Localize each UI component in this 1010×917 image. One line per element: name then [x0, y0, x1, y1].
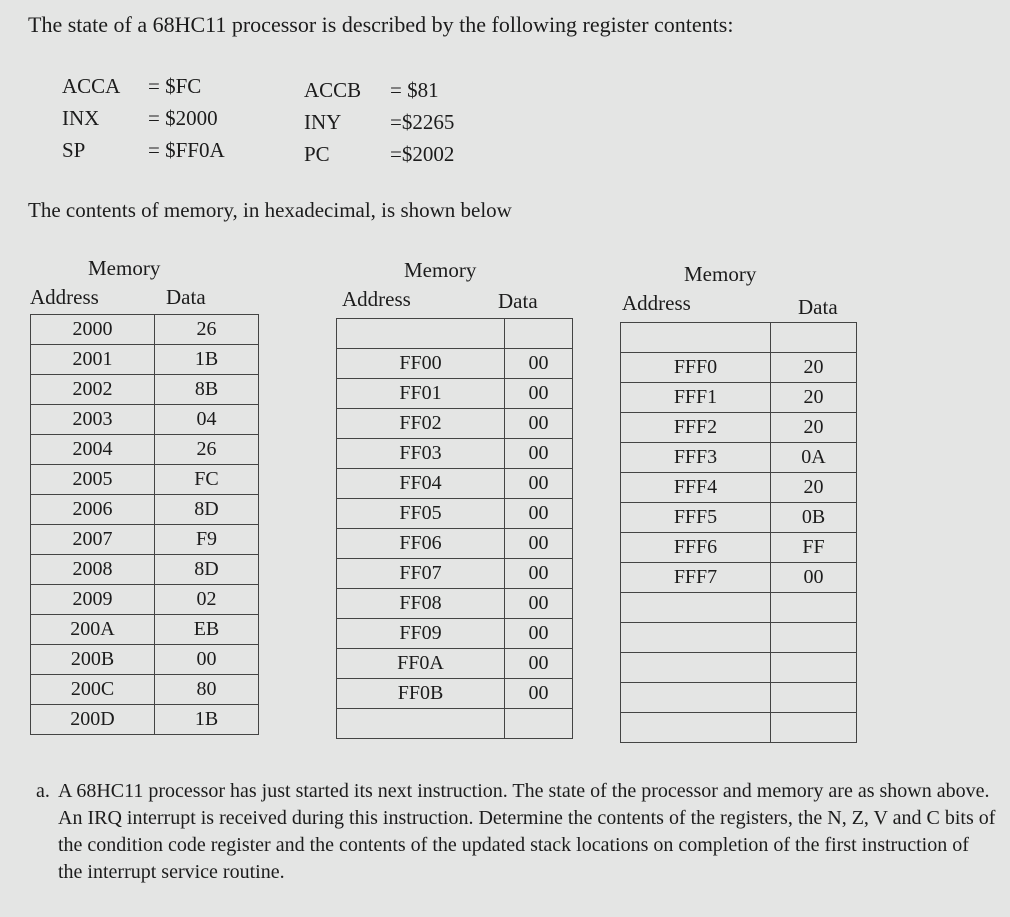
data-cell: [771, 683, 857, 713]
address-cell: FF08: [337, 589, 505, 619]
memory-table-2: [336, 318, 573, 739]
address-cell: FF05: [337, 499, 505, 529]
table-row: [337, 529, 573, 559]
table-row: [31, 315, 259, 345]
register-value: = $81: [390, 78, 439, 102]
address-cell: FFF0: [621, 353, 771, 383]
register-accb: [304, 78, 439, 103]
register-value: =$2265: [390, 110, 455, 134]
memory-intro: The contents of memory, in hexadecimal, is shown below: [28, 198, 512, 222]
table-row: [621, 713, 857, 743]
address-cell: 200A: [31, 615, 155, 645]
table-row: [31, 645, 259, 675]
register-name: PC: [304, 142, 330, 166]
register-value: =$2002: [390, 142, 455, 166]
table-row: [621, 323, 857, 353]
data-cell: [505, 709, 573, 739]
table-row: [621, 623, 857, 653]
table1-address-label: Address: [30, 285, 99, 309]
address-cell: 2007: [31, 525, 155, 555]
data-cell: 00: [505, 589, 573, 619]
table-row: [621, 683, 857, 713]
data-cell: 02: [155, 585, 259, 615]
table-row: [337, 589, 573, 619]
table-row: [621, 653, 857, 683]
table-row: [337, 409, 573, 439]
data-cell: 20: [771, 413, 857, 443]
address-cell: FF09: [337, 619, 505, 649]
address-cell: FFF3: [621, 443, 771, 473]
table-row: [337, 559, 573, 589]
address-cell: FF0B: [337, 679, 505, 709]
memory-table-3: [620, 322, 857, 743]
table-row: [621, 383, 857, 413]
table-row: [31, 495, 259, 525]
data-cell: 8D: [155, 495, 259, 525]
address-cell: 200C: [31, 675, 155, 705]
data-cell: 8B: [155, 375, 259, 405]
table1-title: Memory: [88, 256, 161, 280]
data-cell: [771, 623, 857, 653]
data-cell: 00: [505, 379, 573, 409]
address-cell: 2005: [31, 465, 155, 495]
table-row: [337, 319, 573, 349]
table-row: [337, 499, 573, 529]
table2-data-label: Data: [498, 289, 538, 313]
table-row: [31, 675, 259, 705]
table-row: [31, 435, 259, 465]
table2-title: Memory: [404, 258, 477, 282]
address-cell: FFF4: [621, 473, 771, 503]
data-cell: 8D: [155, 555, 259, 585]
question-label: a.: [36, 780, 50, 802]
table3-address-label: Address: [622, 291, 691, 315]
data-cell: 04: [155, 405, 259, 435]
table-row: [337, 679, 573, 709]
question-a: [36, 778, 996, 886]
data-cell: 00: [505, 649, 573, 679]
table-row: [31, 705, 259, 735]
data-cell: FF: [771, 533, 857, 563]
data-cell: 0A: [771, 443, 857, 473]
memory-table-1: [30, 314, 259, 735]
address-cell: 200D: [31, 705, 155, 735]
address-cell: [621, 623, 771, 653]
data-cell: 26: [155, 315, 259, 345]
data-cell: 0B: [771, 503, 857, 533]
data-cell: 80: [155, 675, 259, 705]
address-cell: 2002: [31, 375, 155, 405]
data-cell: 00: [155, 645, 259, 675]
address-cell: 200B: [31, 645, 155, 675]
address-cell: FF03: [337, 439, 505, 469]
table-row: [621, 503, 857, 533]
table-row: [31, 525, 259, 555]
table-row: [337, 379, 573, 409]
data-cell: 00: [505, 409, 573, 439]
address-cell: [621, 653, 771, 683]
table-row: [31, 555, 259, 585]
address-cell: 2008: [31, 555, 155, 585]
register-acca: [62, 74, 201, 99]
table-row: [621, 563, 857, 593]
table1-data-label: Data: [166, 285, 206, 309]
table-row: [31, 375, 259, 405]
address-cell: FF06: [337, 529, 505, 559]
register-name: INX: [62, 106, 100, 130]
register-value: = $2000: [148, 106, 218, 130]
address-cell: FFF7: [621, 563, 771, 593]
address-cell: FF04: [337, 469, 505, 499]
table-row: [621, 593, 857, 623]
table-row: [31, 585, 259, 615]
table-row: [337, 709, 573, 739]
address-cell: 2006: [31, 495, 155, 525]
address-cell: FFF2: [621, 413, 771, 443]
data-cell: F9: [155, 525, 259, 555]
table-row: [621, 473, 857, 503]
data-cell: EB: [155, 615, 259, 645]
address-cell: 2003: [31, 405, 155, 435]
table-row: [31, 615, 259, 645]
register-pc: [304, 142, 454, 167]
table-row: [337, 619, 573, 649]
table-row: [31, 345, 259, 375]
register-inx: [62, 106, 218, 131]
data-cell: 00: [505, 439, 573, 469]
problem-heading: The state of a 68HC11 processor is described by the following register contents:: [28, 12, 734, 37]
table-row: [337, 349, 573, 379]
address-cell: 2001: [31, 345, 155, 375]
address-cell: FF07: [337, 559, 505, 589]
address-cell: [621, 593, 771, 623]
table-row: [337, 439, 573, 469]
data-cell: 00: [505, 349, 573, 379]
table2-address-label: Address: [342, 287, 411, 311]
register-name: SP: [62, 138, 86, 162]
data-cell: 20: [771, 353, 857, 383]
address-cell: [621, 683, 771, 713]
data-cell: FC: [155, 465, 259, 495]
table-row: [621, 353, 857, 383]
data-cell: 1B: [155, 345, 259, 375]
data-cell: 00: [505, 469, 573, 499]
address-cell: FFF5: [621, 503, 771, 533]
address-cell: [337, 709, 505, 739]
data-cell: 00: [505, 499, 573, 529]
register-sp: [62, 138, 225, 163]
data-cell: [771, 593, 857, 623]
table3-title: Memory: [684, 262, 757, 286]
address-cell: [337, 319, 505, 349]
address-cell: FF01: [337, 379, 505, 409]
address-cell: 2009: [31, 585, 155, 615]
address-cell: 2004: [31, 435, 155, 465]
address-cell: FF02: [337, 409, 505, 439]
table3-data-label: Data: [798, 295, 838, 319]
address-cell: 2000: [31, 315, 155, 345]
question-text: A 68HC11 processor has just started its next instruction. The state of the processor and memory are as shown above. An IRQ interrupt is received during this instruction. Determine the contents of the registers, the N, Z, V and C bits of the condition code register and the contents of the updated stack locations on completion of the first instruction of the interrupt service routine.: [58, 780, 996, 883]
register-name: ACCB: [304, 78, 362, 102]
address-cell: [621, 713, 771, 743]
data-cell: 00: [505, 679, 573, 709]
data-cell: 00: [771, 563, 857, 593]
register-value: = $FF0A: [148, 138, 225, 162]
data-cell: 26: [155, 435, 259, 465]
data-cell: [771, 323, 857, 353]
table-row: [621, 533, 857, 563]
data-cell: 00: [505, 559, 573, 589]
address-cell: FFF6: [621, 533, 771, 563]
register-name: INY: [304, 110, 342, 134]
data-cell: 1B: [155, 705, 259, 735]
register-value: = $FC: [148, 74, 202, 98]
address-cell: FF0A: [337, 649, 505, 679]
data-cell: [771, 713, 857, 743]
table-row: [621, 443, 857, 473]
address-cell: [621, 323, 771, 353]
data-cell: [505, 319, 573, 349]
table-row: [337, 649, 573, 679]
data-cell: 00: [505, 619, 573, 649]
address-cell: FF00: [337, 349, 505, 379]
table-row: [621, 413, 857, 443]
data-cell: 20: [771, 383, 857, 413]
data-cell: 20: [771, 473, 857, 503]
register-name: ACCA: [62, 74, 121, 98]
address-cell: FFF1: [621, 383, 771, 413]
table-row: [337, 469, 573, 499]
table-row: [31, 405, 259, 435]
register-iny: [304, 110, 454, 135]
data-cell: [771, 653, 857, 683]
table-row: [31, 465, 259, 495]
data-cell: 00: [505, 529, 573, 559]
